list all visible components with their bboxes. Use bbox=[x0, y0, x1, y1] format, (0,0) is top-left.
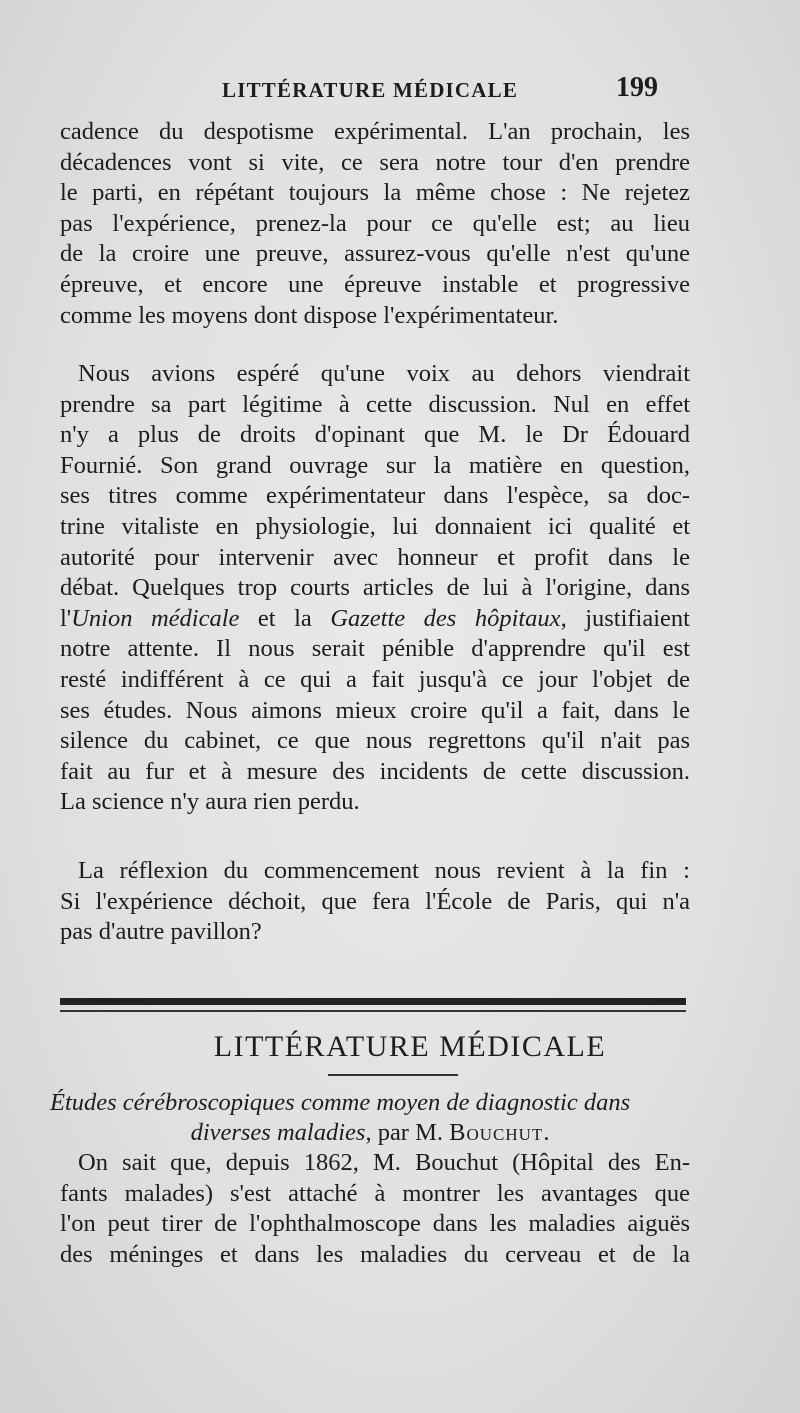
section-divider-thick bbox=[60, 998, 686, 1005]
review-title-fragment: diverses maladies bbox=[190, 1119, 366, 1146]
paragraph-conclusion bbox=[60, 856, 690, 948]
text-line: La science n'y aura rien perdu. bbox=[60, 788, 360, 816]
text-line: épreuve, et encore une épreuve instable et progressive bbox=[60, 270, 690, 298]
text-line: notre attente. Il nous serait pénible d'apprendre qu'il est bbox=[60, 635, 690, 663]
text-line: pas d'autre pavillon? bbox=[60, 918, 262, 946]
text-line: ses études. Nous aimons mieux croire qu'il a fait, dans le bbox=[60, 696, 690, 724]
review-title-end: . bbox=[543, 1119, 550, 1146]
text-line: On sait que, depuis 1862, M. Bouchut (Hôpital des En- bbox=[78, 1149, 690, 1176]
review-byline: , par M. bbox=[365, 1119, 450, 1146]
running-head bbox=[0, 72, 800, 112]
journal-title-gazette: Gazette des hôpitaux bbox=[330, 604, 561, 632]
journal-title-union-medicale: Union médicale bbox=[71, 604, 240, 632]
heading-underline bbox=[328, 1074, 458, 1076]
text-line-journals bbox=[60, 604, 690, 635]
text-line: Nous avions espéré qu'une voix au dehors viendrait bbox=[78, 360, 690, 387]
text-line: fait au fur et à mesure des incidents de cette discussion. bbox=[60, 757, 690, 785]
text-line: pas l'expérience, prenez-la pour ce qu'elle est; au lieu bbox=[60, 209, 690, 237]
text-line: resté indifférent à ce qui a fait jusqu'à ce jour l'objet de bbox=[60, 665, 690, 693]
text-line: l'on peut tirer de l'ophthalmoscope dans les maladies aiguës bbox=[60, 1210, 690, 1238]
text-line: ses titres comme expérimentateur dans l'espèce, sa doc- bbox=[60, 482, 690, 510]
page-number: 199 bbox=[616, 72, 658, 103]
text-line: de la croire une preuve, assurez-vous qu'elle n'est qu'une bbox=[60, 240, 690, 268]
text-fragment: , justifiaient bbox=[560, 604, 690, 632]
text-line: des méninges et dans les maladies du cerveau et de la bbox=[60, 1240, 690, 1268]
paragraph-fournie bbox=[60, 359, 690, 818]
text-line: n'y a plus de droits d'opinant que M. le Dr Édouard bbox=[60, 421, 690, 449]
text-fragment: l' bbox=[60, 604, 72, 632]
text-line: prendre sa part légitime à cette discussion. Nul en effet bbox=[60, 390, 690, 418]
text-line: décadences vont si vite, ce sera notre tour d'en prendre bbox=[60, 148, 690, 176]
paragraph-despotisme bbox=[60, 117, 690, 331]
review-author: Bouchut bbox=[449, 1119, 544, 1146]
paragraph-bouchut bbox=[60, 1148, 690, 1270]
text-line: le parti, en répétant toujours la même chose : Ne rejetez bbox=[60, 179, 690, 207]
section-heading: LITTÉRATURE MÉDICALE bbox=[213, 1030, 607, 1063]
text-line: silence du cabinet, ce que nous regrettons qu'il n'ait pas bbox=[60, 727, 690, 755]
text-line: Si l'expérience déchoit, que fera l'École de Paris, qui n'a bbox=[60, 887, 690, 915]
text-line: comme les moyens dont dispose l'expérimentateur. bbox=[60, 301, 559, 329]
review-title bbox=[50, 1088, 690, 1148]
text-line: La réflexion du commencement nous revient à la fin : bbox=[78, 857, 690, 884]
review-title-line bbox=[50, 1118, 690, 1148]
running-title: LITTÉRATURE MÉDICALE bbox=[222, 78, 519, 102]
section-divider-thin bbox=[60, 1010, 686, 1012]
text-line: fants malades) s'est attaché à montrer les avantages que bbox=[60, 1179, 690, 1207]
text-line: cadence du despotisme expérimental. L'an prochain, les bbox=[60, 118, 690, 145]
text-line: débat. Quelques trop courts articles de lui à l'origine, dans bbox=[60, 574, 690, 602]
text-line: autorité pour intervenir avec honneur et profit dans le bbox=[60, 543, 690, 571]
review-title-line: Études cérébroscopiques comme moyen de diagnostic dans bbox=[50, 1089, 631, 1116]
text-fragment: et la bbox=[239, 604, 331, 632]
text-line: trine vitaliste en physiologie, lui donnaient ici qualité et bbox=[60, 512, 690, 540]
text-line: Fournié. Son grand ouvrage sur la matière en question, bbox=[60, 451, 690, 479]
